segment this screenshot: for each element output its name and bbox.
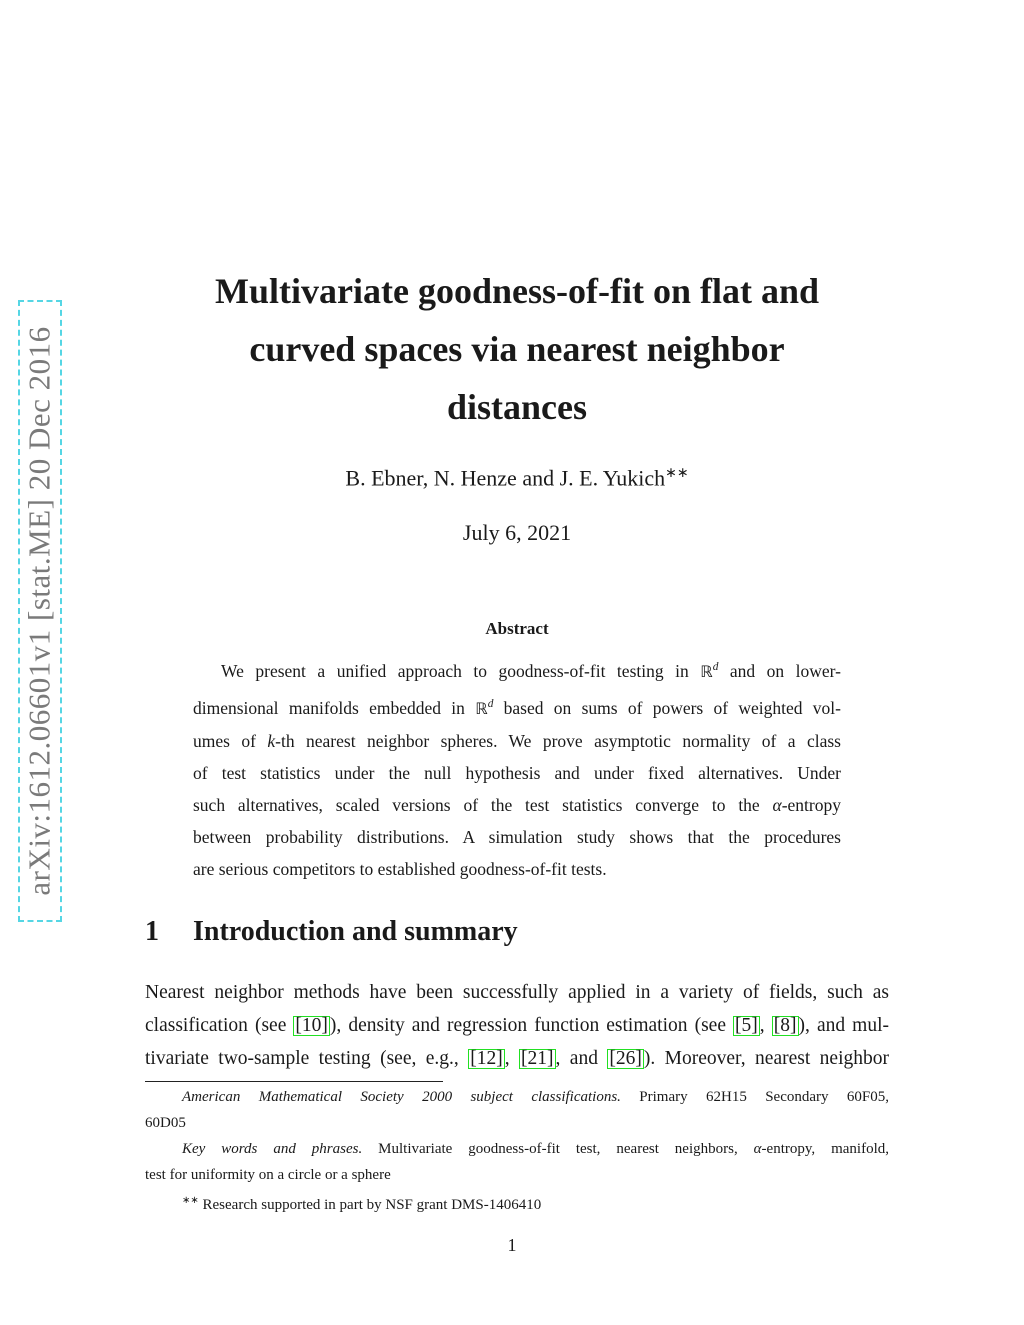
citation-link[interactable]: [26] xyxy=(609,1048,642,1069)
intro-line: Nearest neighbor methods have been successfully applied in a variety of fields, such as xyxy=(145,982,889,1003)
page-number: 1 xyxy=(507,1235,517,1255)
abstract-line: of test statistics under the null hypothesis and under fixed alternatives. Under xyxy=(193,762,841,783)
footnote-line: American Mathematical Society 2000 subject classifications. Primary 62H15 Secondary 60F05, xyxy=(182,1089,890,1105)
section-number: 1 xyxy=(145,916,159,947)
authors-text: B. Ebner, N. Henze and J. E. Yukich xyxy=(345,465,666,491)
abstract-line: umes of k-th nearest neighbor spheres. We prove asymptotic normality of a class xyxy=(193,730,841,751)
section-heading xyxy=(145,916,518,948)
title-line-1: Multivariate goodness-of-fit on flat and xyxy=(215,271,819,311)
citation-link[interactable]: [12] xyxy=(470,1048,503,1069)
abstract-line: between probability distributions. A simulation study shows that the procedures xyxy=(193,826,841,847)
abstract-line: dimensional manifolds embedded in ℝ$^d$ based on sums of powers of weighted vol- xyxy=(193,697,841,718)
title-line-3: distances xyxy=(446,387,587,427)
footnote-line: ∗∗ Research supported in part by NSF grant DMS-1406410 xyxy=(182,1195,542,1213)
citation-link[interactable]: [21] xyxy=(521,1048,554,1069)
citation-link[interactable]: [5] xyxy=(735,1015,758,1036)
footnote-rule xyxy=(145,1081,443,1082)
footnote-line: Key words and phrases. Multivariate goodness-of-fit test, nearest neighbors, α-entropy, manifold, xyxy=(182,1141,889,1157)
abstract-line: We present a unified approach to goodness-of-fit testing in ℝ$^d$ and on lower- xyxy=(221,660,841,681)
abstract-line: are serious competitors to established goodness-of-fit tests. xyxy=(193,858,607,879)
section-title: Introduction and summary xyxy=(193,916,518,947)
footnote-line: test for uniformity on a circle or a sphere xyxy=(145,1167,391,1183)
author-list xyxy=(150,465,884,491)
intro-line: classification (see [10] ), density and regression function estimation (see [5] , [8] ), and mul- xyxy=(145,1015,889,1036)
citation-link[interactable]: [10] xyxy=(295,1015,328,1036)
intro-paragraph xyxy=(145,976,889,1075)
paper-date: July 6, 2021 xyxy=(462,520,572,545)
author-footnote-mark: ∗∗ xyxy=(665,466,689,481)
paper-title xyxy=(150,262,884,436)
arxiv-stamp xyxy=(18,300,62,922)
citation-link[interactable]: [8] xyxy=(773,1015,797,1036)
intro-line: tivariate two-sample testing (see, e.g., [12] , [21] , and [26] ). Moreover, nearest neighbor xyxy=(145,1048,889,1069)
footnotes xyxy=(145,1084,889,1218)
title-line-2: curved spaces via nearest neighbor xyxy=(249,329,785,369)
abstract-heading: Abstract xyxy=(485,619,549,638)
arxiv-identifier: arXiv:1612.06601v1 [stat.ME] 20 Dec 2016 xyxy=(22,326,58,896)
footnote-line: 60D05 xyxy=(145,1115,186,1131)
abstract-body xyxy=(193,651,841,885)
abstract-line: such alternatives, scaled versions of the test statistics converge to the α-entropy xyxy=(193,794,841,815)
